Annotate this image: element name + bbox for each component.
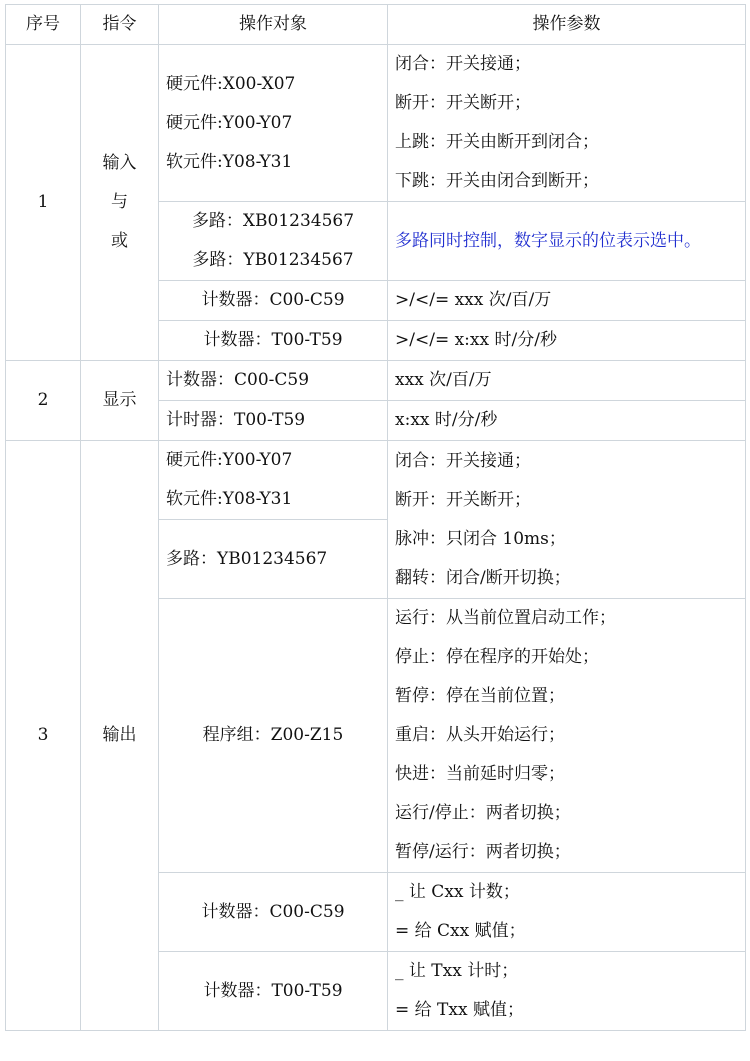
index-cell: 2 <box>6 361 81 441</box>
object-cell: 计数器：C00-C59 <box>159 873 388 952</box>
table-row <box>6 361 746 401</box>
params-cell: 运行：从当前位置启动工作； 停止：停在程序的开始处； 暂停：停在当前位置； 重启：从头开始运行； 快进：当前延时归零； 运行/停止：两者切换； 暂停/运行：两者切换； <box>388 599 746 873</box>
object-cell: 计数器：T00-T59 <box>159 952 388 1031</box>
object-cell: 计数器：C00-C59 <box>159 281 388 321</box>
command-table <box>5 4 746 1031</box>
command-cell: 输入 与 或 <box>81 45 159 361</box>
params-cell: xxx 次/百/万 <box>388 361 746 401</box>
table-row <box>6 45 746 202</box>
command-cell: 输出 <box>81 441 159 1031</box>
object-cell: 硬元件:Y00-Y07 软元件:Y08-Y31 <box>159 441 388 520</box>
object-cell: 计数器：T00-T59 <box>159 321 388 361</box>
object-cell: 计数器：C00-C59 <box>159 361 388 401</box>
params-cell: _ 让 Cxx 计数； = 给 Cxx 赋值； <box>388 873 746 952</box>
object-cell: 计时器：T00-T59 <box>159 401 388 441</box>
header-object: 操作对象 <box>159 5 388 45</box>
header-row <box>6 5 746 45</box>
params-cell: >/</= x:xx 时/分/秒 <box>388 321 746 361</box>
command-cell: 显示 <box>81 361 159 441</box>
params-cell: 多路同时控制，数字显示的位表示选中。 <box>388 202 746 281</box>
header-index: 序号 <box>6 5 81 45</box>
params-cell: 闭合：开关接通； 断开：开关断开； 上跳：开关由断开到闭合； 下跳：开关由闭合到断开； <box>388 45 746 202</box>
header-params: 操作参数 <box>388 5 746 45</box>
index-cell: 1 <box>6 45 81 361</box>
index-cell: 3 <box>6 441 81 1031</box>
object-cell: 程序组：Z00-Z15 <box>159 599 388 873</box>
params-cell: _ 让 Txx 计时； = 给 Txx 赋值； <box>388 952 746 1031</box>
params-cell: x:xx 时/分/秒 <box>388 401 746 441</box>
object-cell: 多路：XB01234567 多路：YB01234567 <box>159 202 388 281</box>
object-cell: 硬元件:X00-X07 硬元件:Y00-Y07 软元件:Y08-Y31 <box>159 45 388 202</box>
object-cell: 多路：YB01234567 <box>159 520 388 599</box>
params-cell: 闭合：开关接通； 断开：开关断开； 脉冲：只闭合 10ms； 翻转：闭合/断开切换； <box>388 441 746 599</box>
header-command: 指令 <box>81 5 159 45</box>
params-cell: >/</= xxx 次/百/万 <box>388 281 746 321</box>
table-row <box>6 441 746 520</box>
